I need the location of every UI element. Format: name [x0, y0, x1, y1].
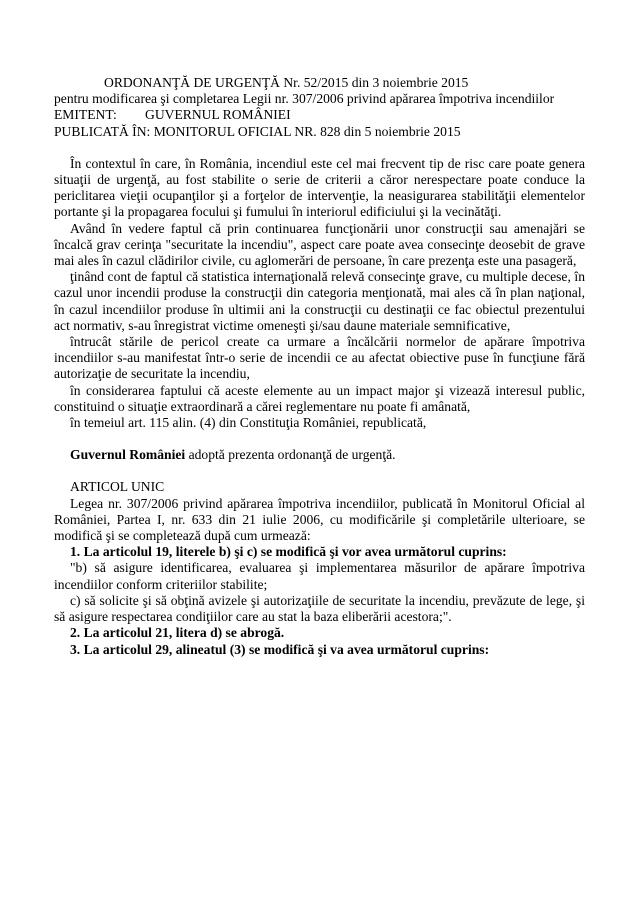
preamble-paragraph-6: în temeiul art. 115 alin. (4) din Constituţia României, republicată, [70, 415, 427, 431]
document-subtitle: pentru modificarea şi completarea Legii nr. 307/2006 privind apărarea împotriva incendiilor [54, 91, 555, 107]
issuer-label: EMITENT: [54, 107, 117, 123]
spacer [54, 463, 585, 479]
document-title: ORDONANŢĂ DE URGENŢĂ Nr. 52/2015 din 3 noiembrie 2015 [104, 75, 469, 90]
preamble-paragraph-3: ţinând cont de faptul că statistica internaţională relevă consecinţe grave, cu multiple decese, în cazul unor incendii produse la construcţii din categoria menţionată, mai ales că în plan naţional, în cazul incendiilor produse în ultimii ani la construcţii cu destinaţii ce fac obiectul prezentului act normativ, s-au înregistrat victime omeneşti şi/sau daune materiale semnificative, [54, 269, 585, 333]
point-1-heading [54, 544, 585, 560]
government-name: Guvernul României [70, 447, 186, 463]
point-1-letter-c: c) să solicite şi să obţină avizele şi autorizaţiile de securitate la incendiu, prevăzute de lege, şi să asigure respectarea condiţiilor care au stat la baza eliberării acestora;". [54, 592, 585, 625]
preamble-paragraph-4: întrucât stările de pericol create ca urmare a încălcării normelor de apărare împotriva incendiilor s-au manifestat într-o serie de incendii ce au afectat obiective puse în funcţiune fără autorizaţie de securitate la incendiu, [54, 334, 585, 382]
issuer-value: GUVERNUL ROMÂNIEI [145, 107, 291, 123]
article-heading: ARTICOL UNIC [70, 479, 165, 495]
adoption-text: adoptă prezenta ordonanţă de urgenţă. [185, 447, 396, 463]
issuer-line [54, 107, 585, 123]
preamble-paragraph-2: Având în vedere faptul că prin continuarea funcţionării unor construcţii sau amenajări se încalcă grav cerinţa "securitate la incendiu", aspect care poate avea consecinţe deosebit de grave mai ales în cazul clădirilor civile, cu aglomerări de persoane, în care prezenţa este una pasageră, [54, 220, 585, 269]
adoption-statement [54, 447, 585, 463]
spacer [54, 431, 585, 447]
preamble-paragraph-5: în considerarea faptului că aceste elemente au un impact major şi vizează interesul public, constituind o situaţie extraordinară a cărei reglementare nu poate fi amânată, [54, 382, 585, 414]
point-2-text: 2. La articolul 21, litera d) se abrogă. [70, 625, 285, 641]
point-2-heading [54, 625, 585, 641]
spacer [54, 140, 585, 156]
point-3-heading [54, 642, 585, 658]
preamble-paragraph-1: În contextul în care, în România, incendiul este cel mai frecvent tip de risc care poate genera situaţii de urgenţă, au fost stabilite o serie de criterii a căror nerespectare poate conduce la periclitarea vieţii ocupanţilor şi a forţelor de intervenţie, la neasigurarea stabilităţii elementelor portante şi la propagarea focului şi fumului în interiorul edificiului şi la vecinătăţi. [54, 155, 585, 220]
point-1-letter-b: "b) să asigure identificarea, evaluarea şi implementarea măsurilor de apărare împotriva incendiilor conform criteriilor stabilite; [54, 560, 585, 592]
publication-line: PUBLICATĂ ÎN: MONITORUL OFICIAL NR. 828 din 5 noiembrie 2015 [54, 123, 461, 139]
point-1-text: 1. La articolul 19, literele b) şi c) se modifică şi vor avea următorul cuprins: [70, 544, 507, 560]
point-3-text: 3. La articolul 29, alineatul (3) se modifică şi va avea următorul cuprins: [70, 641, 490, 657]
article-intro: Legea nr. 307/2006 privind apărarea împotriva incendiilor, publicată în Monitorul Oficial al României, Partea I, nr. 633 din 21 iulie 2006, cu modificările şi completările ulterioare, se modifică şi se completează după cum urmează: [54, 495, 585, 544]
